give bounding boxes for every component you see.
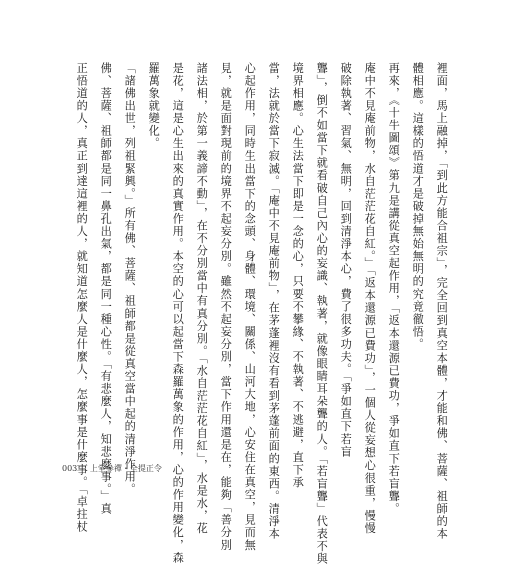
text-column: 破除執著、習氣、無明，回到清淨本心，費了很多功夫。「爭如直下若盲 xyxy=(339,62,353,458)
text-column: 體相應。這樣的悟道才是破掉無始無明的究竟徹悟。 xyxy=(411,62,425,351)
text-column: 正悟道的人，真正到達這裡的人，就知道怎麼人是什麼人，怎麼事是什麼事。「卓拄杖 xyxy=(75,62,89,534)
text-column: 羅萬象就變化。 xyxy=(147,62,161,150)
running-title: 上堂參禪・全提正令 xyxy=(89,464,162,473)
text-column: 境界相應。心生法當下即是一念的心，只要不攀緣、不執著、不逃避，直下承 xyxy=(291,62,305,489)
text-column: 裡面，馬上融掉，「到此方能合祖宗」，完全回到真空本體，才能和佛、菩薩、祖師的本 xyxy=(435,62,449,541)
page-number: 003 xyxy=(62,464,78,473)
text-column: 當，法就於當下寂滅。「庵中不見庵前物」，在茅蓬裡沒有看到茅蓬前面的東西。清淨本 xyxy=(267,62,281,541)
text-column: 再來，《十牛圖頌》第九是講從真空起作用，「返本還源已費功，爭如直下若盲聾。 xyxy=(387,62,401,516)
text-column: 聾」，倒不如當下就看破自己內心的妄識、執著，就像眼睛耳朵聾的人。「若盲聾」代表不與 xyxy=(315,62,329,565)
text-column: 「諸佛出世，列祖緊興。」所有佛、菩薩、祖師都是從真空當中起的清淨作用。 xyxy=(123,62,137,496)
text-column: 心起作用，同時生出當下的念頭、身體、環境、關係、山河大地，心安住在真空，見而無 xyxy=(243,62,257,552)
text-column: 是花，這是心生出來的真實作用。本空的心可以起當下森羅萬象的作用，心的作用變化，森 xyxy=(171,62,185,564)
text-column: 見，就是面對現前的境界不起妄分別。雖然不起妄分別，當下作用還是在，能夠「善分別 xyxy=(219,62,233,552)
text-column: 佛、菩薩、祖師都是同一鼻孔出氣，都是同一種心性。「有悲麼人，知悲麼事。」真 xyxy=(99,62,113,516)
text-column: 庵中不見庵前物，水自茫茫花自紅。」「返本還源已費功」，一個人從妄想心很重，慢慢 xyxy=(363,62,377,535)
text-column: 諸法相，於第一義諦不動」，在不分別當中有真分別。「水自茫茫花自紅」，水是水，花 xyxy=(195,62,209,535)
page-footer xyxy=(62,463,172,474)
